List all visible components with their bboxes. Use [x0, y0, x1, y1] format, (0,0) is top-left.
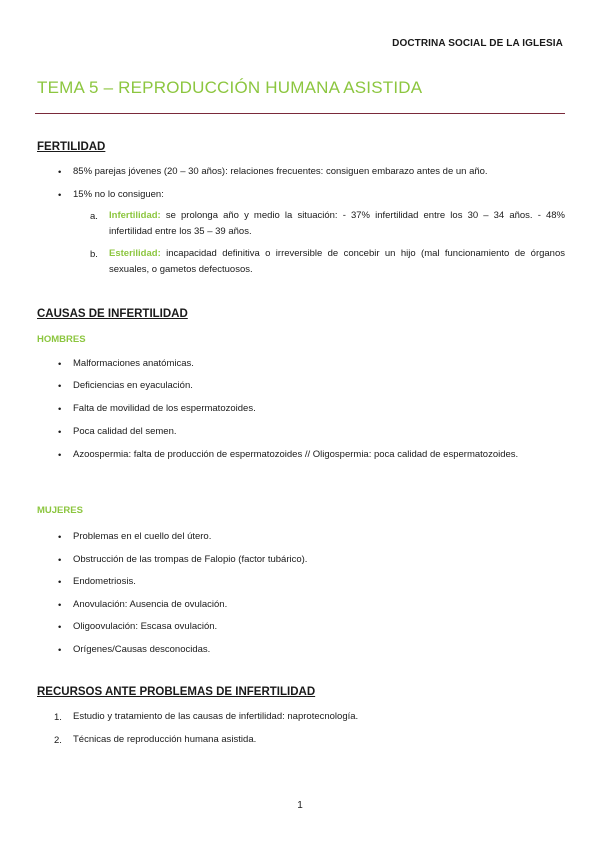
bullet-icon: •: [58, 600, 62, 611]
bullet-icon: •: [58, 427, 62, 438]
list-item: 15% no lo consiguen:: [73, 189, 164, 200]
bullet-icon: •: [58, 381, 62, 392]
definition-text: se prolonga año y medio la situación: - 37% infertilidad entre los 30 – 34 años. - 48% infertilidad entre los 35 – 39 años.: [109, 210, 565, 237]
bullet-icon: •: [58, 532, 62, 543]
list-item: Endometriosis.: [73, 576, 136, 587]
list-item: Problemas en el cuello del útero.: [73, 531, 212, 542]
bullet-icon: •: [58, 359, 62, 370]
list-item: Azoospermia: falta de producción de espermatozoides // Oligospermia: poca calidad de espermatozoides.: [73, 449, 519, 460]
list-item-esterilidad: [109, 246, 565, 278]
list-marker: a.: [90, 211, 98, 222]
list-item-infertilidad: [109, 208, 565, 240]
list-marker: 1.: [54, 712, 62, 723]
bullet-icon: •: [58, 167, 62, 178]
list-item: Anovulación: Ausencia de ovulación.: [73, 599, 228, 610]
list-item: Malformaciones anatómicas.: [73, 358, 194, 369]
list-item: 85% parejas jóvenes (20 – 30 años): relaciones frecuentes: consiguen embarazo antes de un año.: [73, 166, 488, 177]
page-title: TEMA 5 – REPRODUCCIÓN HUMANA ASISTIDA: [37, 78, 423, 97]
definition-text: incapacidad definitiva o irreversible de concebir un hijo (mal funcionamiento de órganos sexuales, o gametos defectuosos.: [109, 248, 565, 275]
bullet-icon: •: [58, 645, 62, 656]
term-infertilidad: Infertilidad:: [109, 210, 161, 221]
bullet-icon: •: [58, 450, 62, 461]
running-header: DOCTRINA SOCIAL DE LA IGLESIA: [392, 38, 563, 49]
list-item: Orígenes/Causas desconocidas.: [73, 644, 211, 655]
section-heading-fertilidad: FERTILIDAD: [37, 141, 106, 153]
list-item: Estudio y tratamiento de las causas de infertilidad: naprotecnología.: [73, 711, 359, 722]
list-item: Deficiencias en eyaculación.: [73, 380, 193, 391]
list-item: Poca calidad del semen.: [73, 426, 177, 437]
subheading-hombres: HOMBRES: [37, 334, 86, 345]
subheading-mujeres: MUJERES: [37, 505, 83, 516]
section-heading-causas: CAUSAS DE INFERTILIDAD: [37, 308, 188, 320]
bullet-icon: •: [58, 577, 62, 588]
term-esterilidad: Esterilidad:: [109, 248, 161, 259]
bullet-icon: •: [58, 404, 62, 415]
list-item: Oligoovulación: Escasa ovulación.: [73, 621, 218, 632]
title-divider: [35, 113, 565, 114]
list-item: Obstrucción de las trompas de Falopio (factor tubárico).: [73, 554, 308, 565]
bullet-icon: •: [58, 555, 62, 566]
list-item: Falta de movilidad de los espermatozoides.: [73, 403, 256, 414]
list-marker: b.: [90, 249, 98, 260]
list-item: Técnicas de reproducción humana asistida.: [73, 734, 257, 745]
bullet-icon: •: [58, 622, 62, 633]
section-heading-recursos: RECURSOS ANTE PROBLEMAS DE INFERTILIDAD: [37, 686, 316, 698]
list-marker: 2.: [54, 735, 62, 746]
page-number: 1: [297, 800, 303, 811]
bullet-icon: •: [58, 190, 62, 201]
